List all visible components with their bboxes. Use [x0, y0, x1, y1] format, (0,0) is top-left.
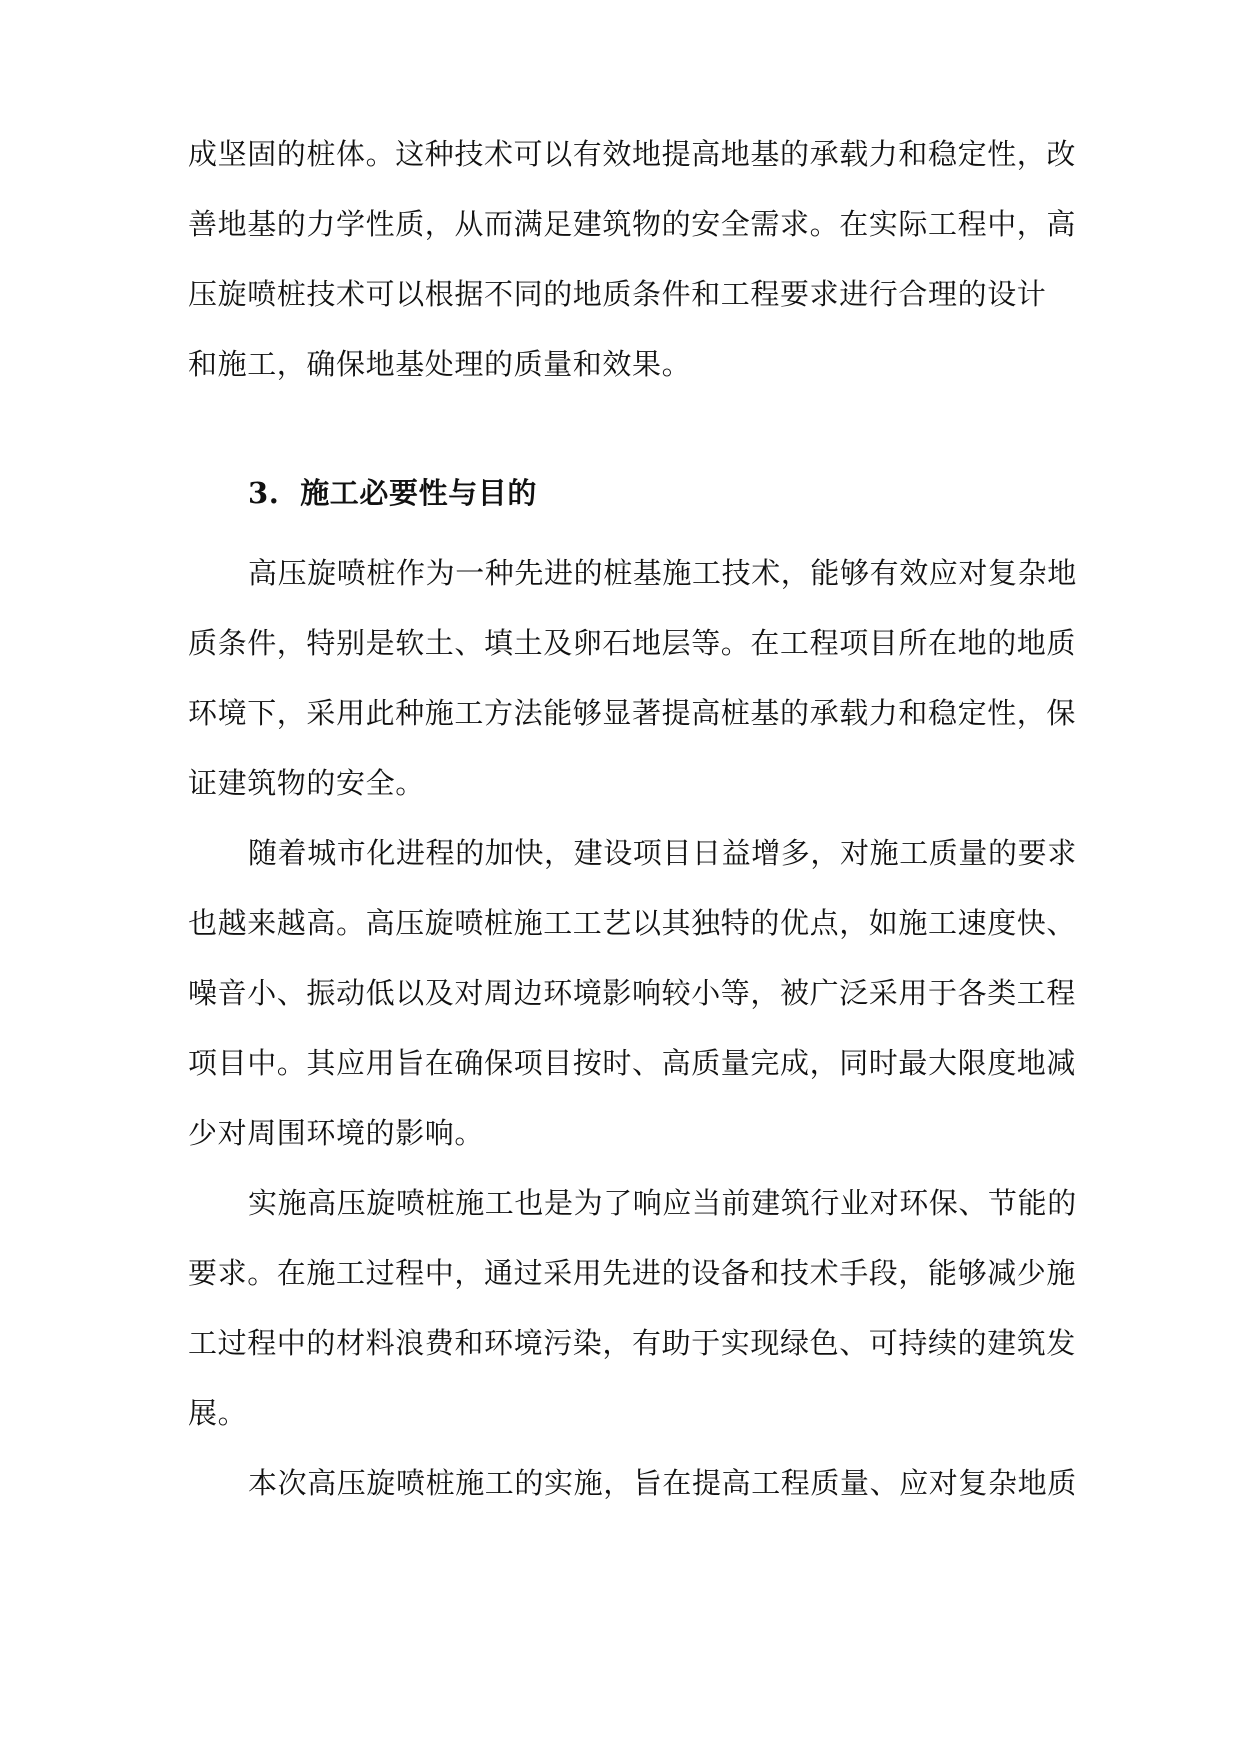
paragraph-line: 随着城市化进程的加快，建设项目日益增多，对施工质量的要求	[248, 836, 1077, 870]
paragraph-line: 工过程中的材料浪费和环境污染，有助于实现绿色、可持续的建筑发	[188, 1326, 1077, 1360]
paragraph-line: 和施工，确保地基处理的质量和效果。	[188, 347, 692, 381]
paragraph-line: 环境下，采用此种施工方法能够显著提高桩基的承载力和稳定性，保	[188, 696, 1077, 730]
paragraph-line: 高压旋喷桩作为一种先进的桩基施工技术，能够有效应对复杂地	[248, 556, 1077, 590]
paragraph-line: 质条件，特别是软土、填土及卵石地层等。在工程项目所在地的地质	[188, 626, 1077, 660]
paragraph-line: 善地基的力学性质，从而满足建筑物的安全需求。在实际工程中，高	[188, 207, 1077, 241]
section-heading	[248, 475, 1128, 511]
paragraph-line: 噪音小、振动低以及对周边环境影响较小等，被广泛采用于各类工程	[188, 976, 1077, 1010]
paragraph-line: 成坚固的桩体。这种技术可以有效地提高地基的承载力和稳定性，改	[188, 137, 1077, 171]
paragraph-line: 项目中。其应用旨在确保项目按时、高质量完成，同时最大限度地减	[188, 1046, 1077, 1080]
paragraph-line: 实施高压旋喷桩施工也是为了响应当前建筑行业对环保、节能的	[248, 1186, 1077, 1220]
section-title: 施工必要性与目的	[300, 476, 537, 510]
section-number: 3.	[248, 476, 280, 510]
paragraph-line: 证建筑物的安全。	[188, 766, 425, 800]
paragraph-line: 压旋喷桩技术可以根据不同的地质条件和工程要求进行合理的设计	[188, 277, 1047, 311]
paragraph-line: 本次高压旋喷桩施工的实施，旨在提高工程质量、应对复杂地质	[248, 1466, 1077, 1500]
paragraph-line: 展。	[188, 1396, 248, 1430]
paragraph-line: 也越来越高。高压旋喷桩施工工艺以其独特的优点，如施工速度快、	[188, 906, 1077, 940]
paragraph-line: 要求。在施工过程中，通过采用先进的设备和技术手段，能够减少施	[188, 1256, 1077, 1290]
paragraph-line: 少对周围环境的影响。	[188, 1116, 485, 1150]
